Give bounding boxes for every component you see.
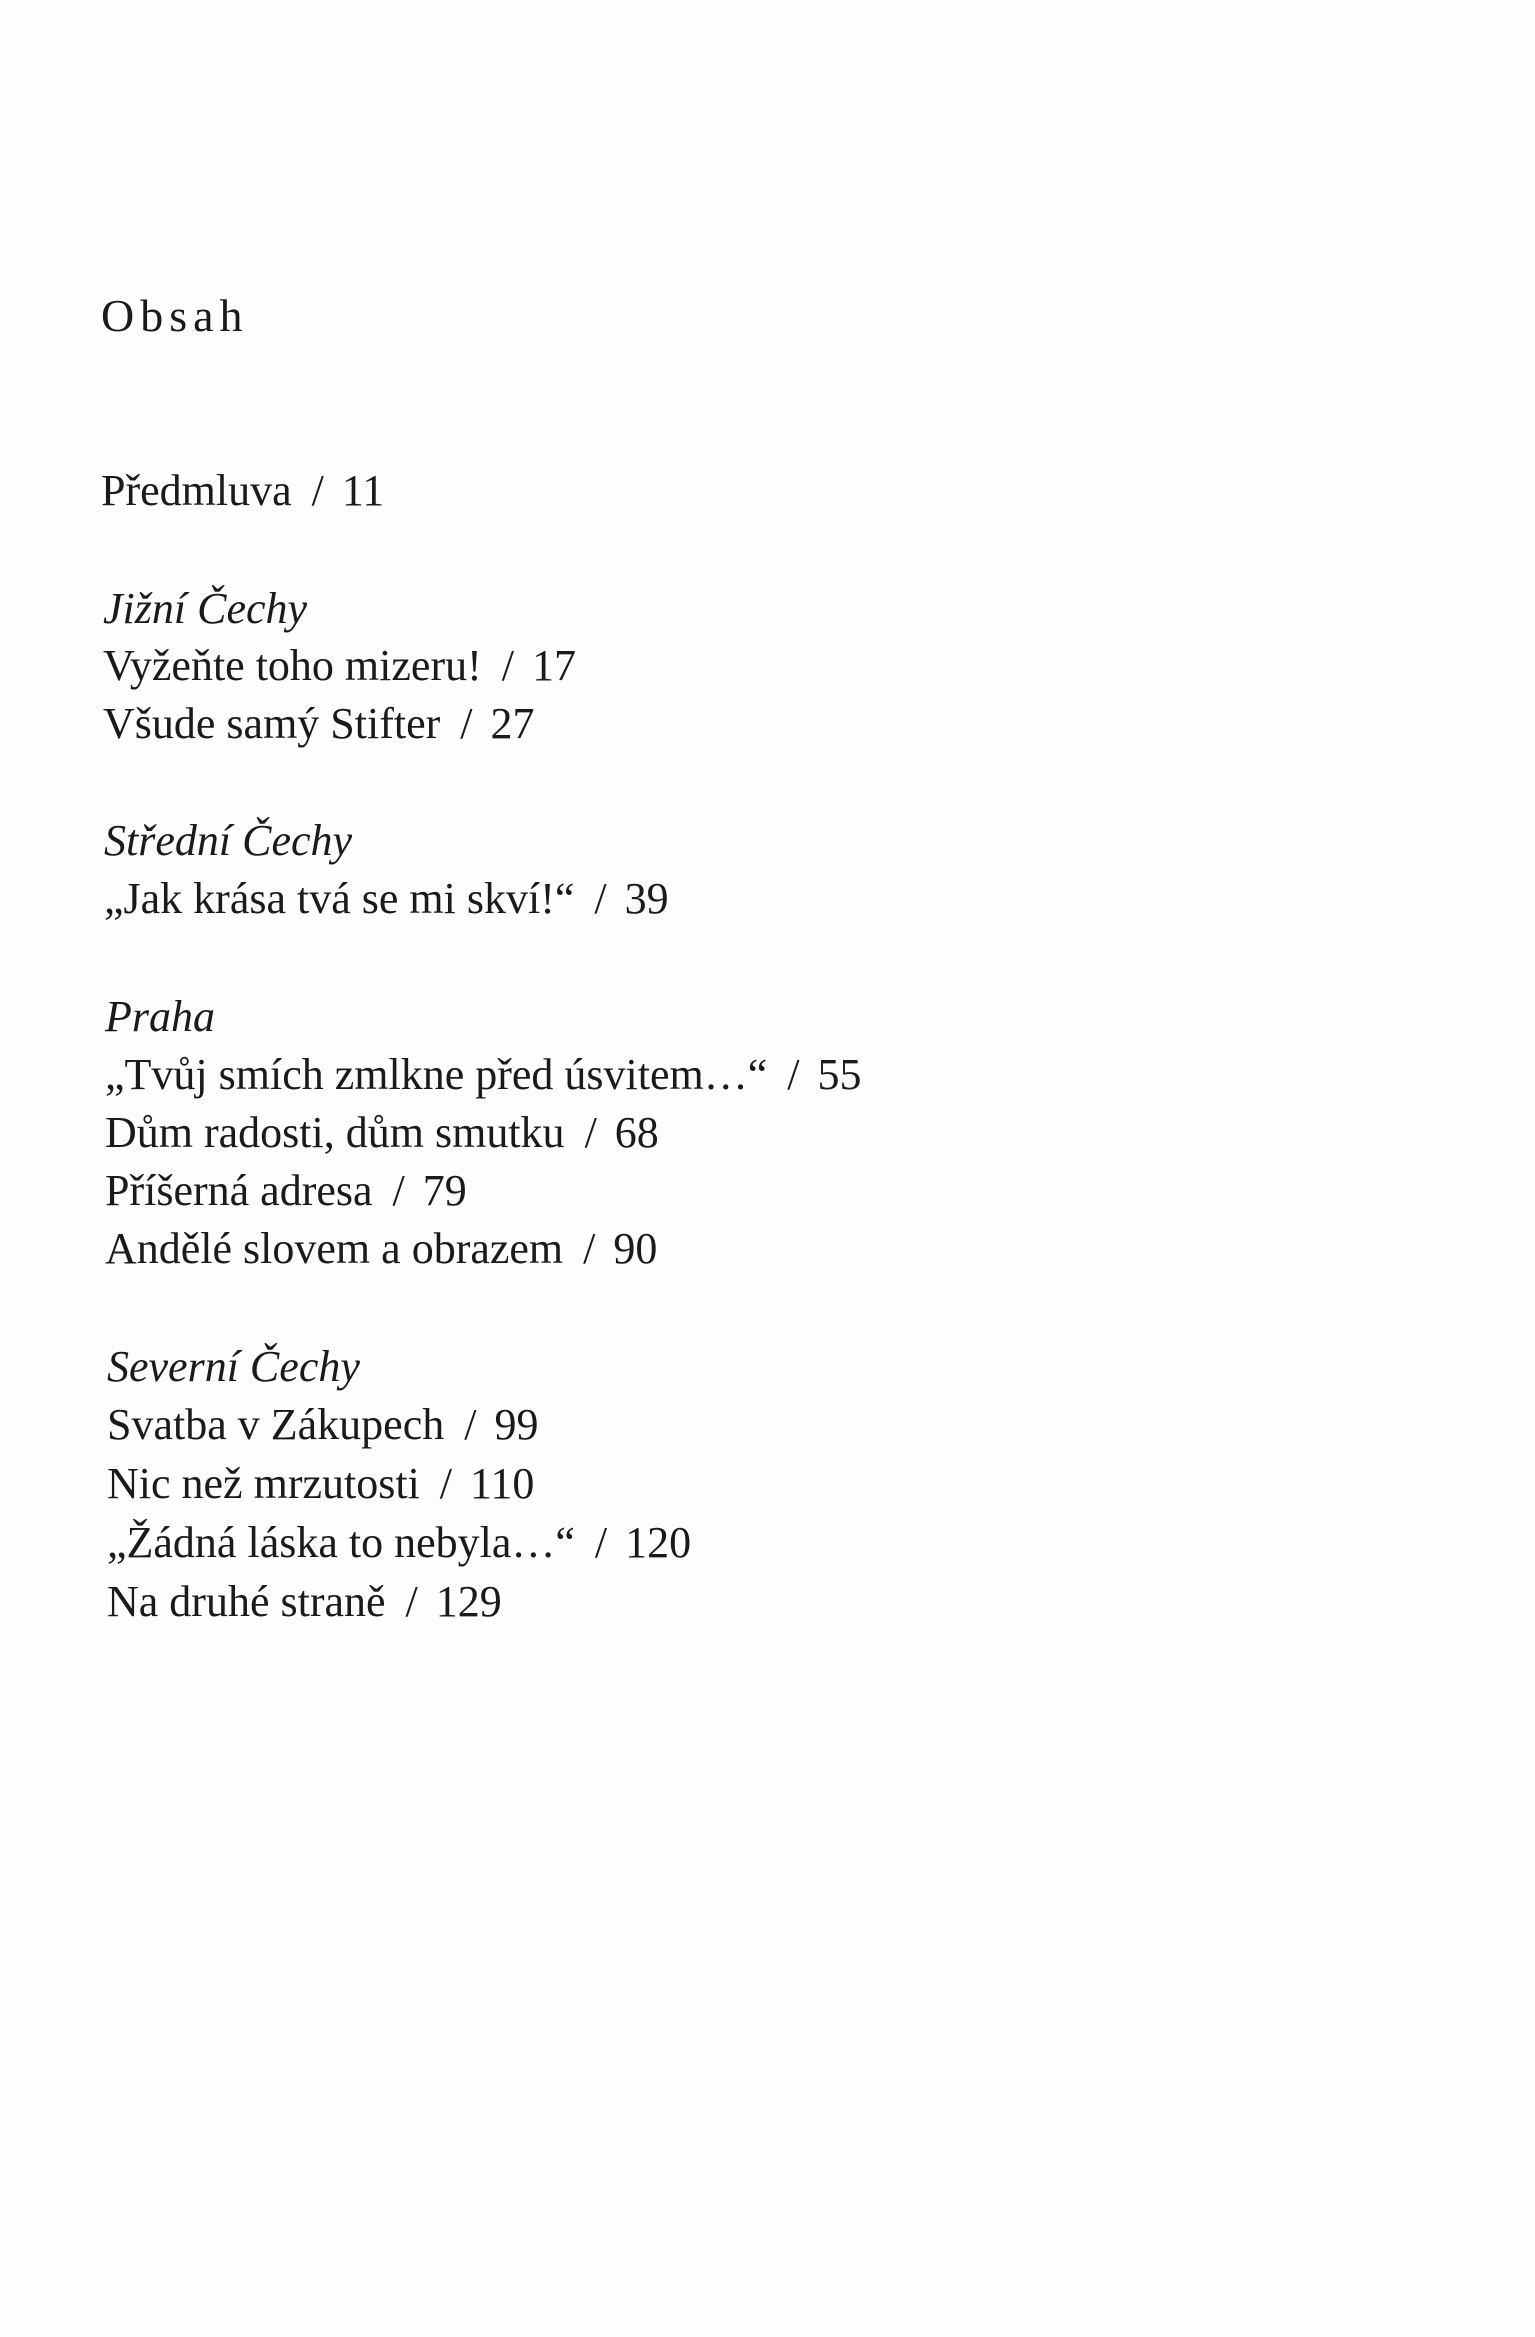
toc-entry-page: 129: [435, 1577, 502, 1626]
toc-entry-title: Příšerná adresa: [105, 1166, 373, 1215]
toc-separator: /: [583, 1224, 596, 1273]
toc-separator: /: [460, 699, 473, 748]
toc-entry: [107, 1573, 502, 1631]
toc-entry-page: 17: [531, 641, 576, 690]
toc-separator: /: [594, 1518, 608, 1567]
toc-entry-page: 79: [422, 1166, 467, 1215]
toc-separator: /: [464, 1400, 477, 1449]
section-title-praha: Praha: [105, 992, 215, 1041]
toc-entry: [105, 1162, 467, 1220]
section-title-severni-cechy: Severní Čechy: [107, 1342, 360, 1391]
toc-separator: /: [392, 1166, 405, 1215]
toc-entry-page: 27: [490, 699, 535, 748]
toc-separator: /: [501, 641, 514, 690]
toc-entry: [104, 870, 669, 928]
toc-entry-page: 39: [624, 874, 669, 923]
toc-entry-page: 110: [470, 1459, 535, 1508]
toc-entry-page: 99: [494, 1400, 539, 1449]
toc-entry-title: Nic než mrzutosti: [107, 1459, 420, 1508]
toc-entry-page: 90: [613, 1224, 658, 1273]
toc-entry: [105, 1104, 659, 1162]
toc-entry-title: „Žádná láska to nebyla…“: [107, 1518, 575, 1567]
toc-separator: /: [405, 1577, 418, 1626]
toc-entry-title: Andělé slovem a obrazem: [105, 1224, 564, 1273]
toc-entry: [105, 1220, 657, 1278]
toc-entry-title: „Jak krása tvá se mi skví!“: [104, 874, 575, 923]
toc-separator: /: [594, 874, 607, 923]
toc-entry-title: Všude samý Stifter: [103, 699, 441, 748]
section-title-stredni-cechy: Střední Čechy: [104, 816, 353, 865]
toc-entry-page: 68: [614, 1108, 659, 1157]
toc-entry-title: „Tvůj smích zmlkne před úsvitem…“: [105, 1050, 768, 1099]
toc-entry: [107, 1514, 691, 1572]
toc-entry: [107, 1455, 534, 1513]
toc-entry-page: 11: [341, 466, 385, 515]
toc-entry-preface: [101, 462, 384, 520]
toc-entry-page: 120: [625, 1518, 692, 1567]
toc-entry: [103, 695, 535, 753]
toc-entry: [105, 1046, 862, 1104]
toc-entry-title: Dům radosti, dům smutku: [105, 1108, 565, 1157]
toc-entry-page: 55: [817, 1050, 862, 1099]
toc-entry-title: Svatba v Zákupech: [107, 1400, 445, 1449]
toc-entry: [107, 1396, 538, 1454]
page-title: Obsah: [101, 290, 249, 341]
toc-entry-title: Předmluva: [101, 466, 292, 515]
toc-entry-title: Vyžeňte toho mizeru!: [103, 641, 482, 690]
toc-separator: /: [584, 1108, 597, 1157]
toc-entry-title: Na druhé straně: [107, 1577, 386, 1626]
toc-separator: /: [311, 466, 324, 515]
toc-separator: /: [439, 1459, 453, 1508]
section-title-jizni-cechy: Jižní Čechy: [103, 584, 308, 633]
toc-entry: [103, 637, 576, 695]
toc-separator: /: [787, 1050, 800, 1099]
